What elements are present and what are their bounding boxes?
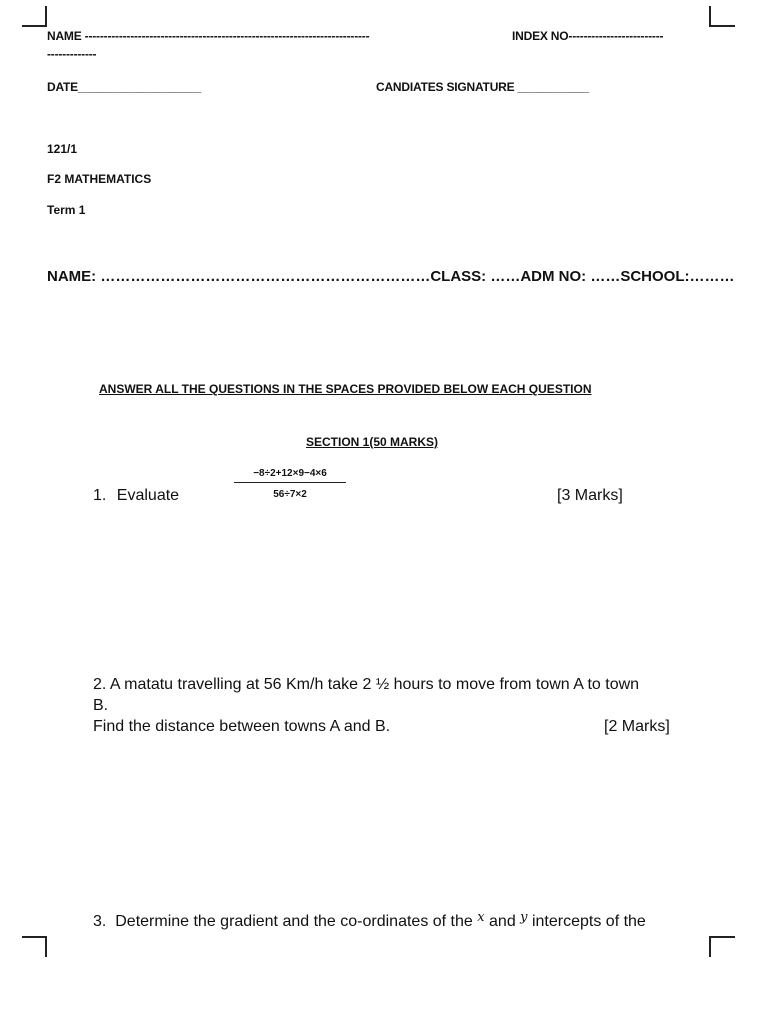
question-3-line-1 [93, 910, 646, 931]
question-1 [93, 487, 179, 505]
fraction-denominator: 56÷7×2 [273, 489, 307, 500]
variable-x: x [477, 910, 485, 925]
subject-title: F2 MATHEMATICS [47, 172, 152, 186]
question-2-line-1: 2. A matatu travelling at 56 Km/h take 2 ½ hours to move from town A to town [93, 676, 640, 693]
question-1-number: 1. [93, 487, 107, 504]
question-3-text-and: and [484, 913, 521, 930]
question-3-text-end: intercepts of the [527, 913, 646, 930]
index-no-continuation: ------------- [47, 47, 97, 61]
question-1-text: Evaluate [116, 487, 180, 504]
question-1-fraction [234, 468, 346, 500]
question-2-line-2: B. [93, 697, 109, 714]
term-label: Term 1 [47, 203, 86, 217]
question-1-marks: [3 Marks] [557, 487, 623, 504]
question-2-line-3: Find the distance between towns A and B. [93, 718, 391, 735]
instructions: ANSWER ALL THE QUESTIONS IN THE SPACES PROVIDED BELOW EACH QUESTION [99, 382, 592, 396]
paper-code: 121/1 [47, 142, 78, 156]
variable-y: y [520, 910, 528, 925]
fraction-bar [234, 482, 346, 483]
student-details-line: NAME: …………………………………………………………CLASS: ……ADM NO: ……SCHOOL:……… [47, 268, 735, 285]
fraction-numerator: −8÷2+12×9−4×6 [253, 468, 327, 479]
date-line: DATE___________________ [47, 80, 201, 94]
signature-line: CANDIATES SIGNATURE ___________ [376, 80, 589, 94]
index-no-line: INDEX NO------------------------- [512, 29, 664, 43]
question-3-text-start: 3. Determine the gradient and the co-ordinates of the [93, 913, 478, 930]
question-2-marks: [2 Marks] [604, 718, 670, 735]
name-line: NAME --------------------------------------------------------------------------- [47, 29, 370, 43]
section-title: SECTION 1(50 MARKS) [306, 435, 439, 449]
